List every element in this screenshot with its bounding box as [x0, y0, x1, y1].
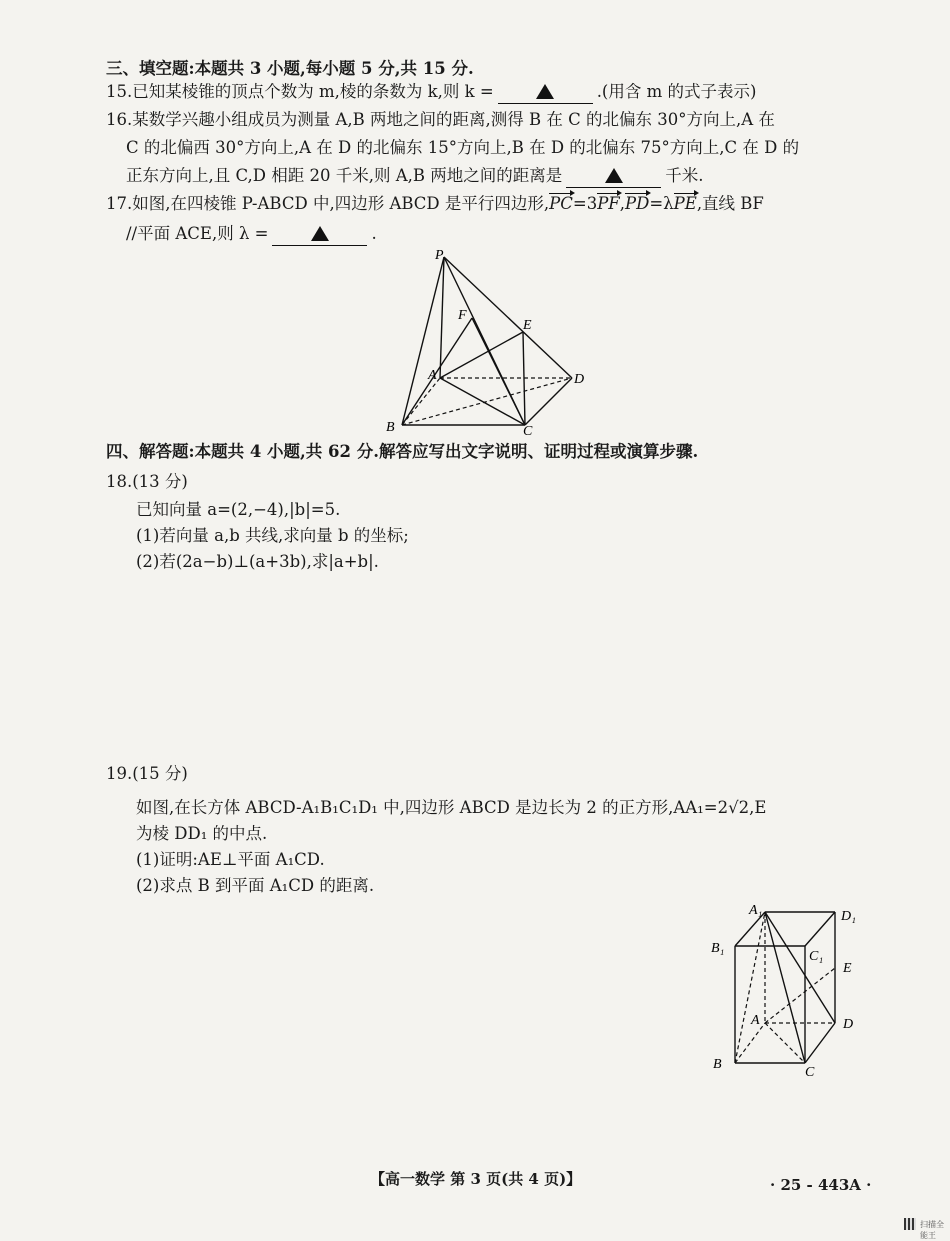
label-a: A	[428, 368, 437, 383]
question-16-line3	[126, 164, 704, 188]
q17-text-d: .	[371, 224, 377, 243]
paper-code: · 25 - 443A ·	[770, 1176, 872, 1194]
q16-text-b: 千米.	[665, 166, 704, 185]
label-d: D	[574, 372, 585, 387]
answer-triangle-icon	[605, 168, 623, 183]
label-d: D	[843, 1017, 854, 1032]
scanner-watermark: 扫描全能王	[920, 1220, 944, 1240]
edge-fc	[472, 318, 525, 425]
q18-title: 18.(13 分)	[106, 472, 188, 491]
q17-eq2: =λ	[649, 194, 674, 213]
label-b: B	[386, 420, 395, 435]
edge-d1c1	[805, 912, 835, 946]
edge-ba-hidden	[735, 1023, 765, 1063]
q15-text-b: .(用含 m 的式子表示)	[596, 82, 757, 101]
q15-text-a: 15.已知某棱锥的顶点个数为 m,棱的条数为 k,则 k =	[106, 82, 494, 101]
label-e: E	[523, 318, 532, 333]
q18-part1: (1)若向量 a,b 共线,求向量 b 的坐标;	[136, 526, 409, 545]
label-f: F	[458, 308, 467, 323]
label-e: E	[843, 961, 852, 976]
q18-given: 已知向量 a=(2,−4),|b|=5.	[136, 500, 341, 519]
label-c: C	[805, 1065, 815, 1078]
segment-a1d	[765, 912, 835, 1023]
question-17-line1	[106, 192, 764, 216]
question-16-line1: 16.某数学兴趣小组成员为测量 A,B 两地之间的距离,测得 B 在 C 的北偏东 30°方向上,A 在	[106, 110, 775, 129]
edge-ae	[440, 332, 523, 378]
q18-part2: (2)若(2a−b)⊥(a+3b),求|a+b|.	[136, 552, 379, 571]
label-d1: D₁	[841, 909, 856, 924]
vector-pd: PD	[625, 192, 649, 216]
edge-pb	[402, 257, 444, 425]
cuboid-figure	[705, 898, 875, 1078]
edge-cd	[805, 1023, 835, 1063]
question-15	[106, 80, 756, 104]
answer-blank-16[interactable]	[566, 168, 661, 188]
answer-triangle-icon	[311, 226, 329, 241]
label-c: C	[523, 424, 533, 435]
page-footer: 【高一数学 第 3 页(共 4 页)】	[370, 1170, 582, 1188]
q19-given2: 为棱 DD₁ 的中点.	[136, 824, 268, 843]
answer-triangle-icon	[536, 84, 554, 99]
edge-cd	[525, 378, 572, 425]
vector-pf: PF	[597, 192, 620, 216]
pyramid-figure	[380, 245, 600, 435]
q19-part1: (1)证明:AE⊥平面 A₁CD.	[136, 850, 325, 869]
q19-part2: (2)求点 B 到平面 A₁CD 的距离.	[136, 876, 375, 895]
label-a: A	[751, 1013, 760, 1028]
label-c1: C₁	[809, 949, 824, 964]
edge-pa	[440, 257, 444, 378]
qr-code-icon	[904, 1218, 916, 1230]
q17-eq1: =3	[572, 194, 598, 213]
label-b1: B₁	[711, 941, 725, 956]
vector-pc: PC	[549, 192, 573, 216]
label-a1: A₁	[749, 903, 763, 918]
section3-heading: 三、填空题:本题共 3 小题,每小题 5 分,共 15 分.	[106, 59, 474, 78]
segment-ba1-hidden	[735, 912, 765, 1063]
label-b: B	[713, 1057, 722, 1072]
segment-a1c	[765, 912, 805, 1063]
q17-sep: ,	[619, 194, 626, 213]
q19-given: 如图,在长方体 ABCD-A₁B₁C₁D₁ 中,四边形 ABCD 是边长为 2 的正方形,AA₁=2√2,E	[136, 798, 767, 817]
q17-text-b: ,直线 BF	[696, 194, 764, 213]
label-p: P	[435, 248, 444, 263]
question-17-line2	[126, 222, 377, 246]
q16-text-a: 正东方向上,且 C,D 相距 20 千米,则 A,B 两地之间的距离是	[126, 166, 563, 185]
q17-text-a: 17.如图,在四棱锥 P-ABCD 中,四边形 ABCD 是平行四边形,	[106, 194, 550, 213]
segment-ae-hidden	[765, 968, 835, 1023]
vector-pe: PE	[674, 192, 697, 216]
edge-ac	[440, 378, 525, 425]
section4-heading: 四、解答题:本题共 4 小题,共 62 分.解答应写出文字说明、证明过程或演算步骤.	[106, 442, 699, 461]
question-16-line2: C 的北偏西 30°方向上,A 在 D 的北偏东 15°方向上,B 在 D 的北偏东 75°方向上,C 在 D 的	[126, 138, 800, 157]
q17-text-c: //平面 ACE,则 λ =	[126, 224, 269, 243]
answer-blank-15[interactable]	[498, 84, 593, 104]
answer-blank-17[interactable]	[272, 226, 367, 246]
edge-bf	[402, 318, 472, 425]
q19-title: 19.(15 分)	[106, 764, 188, 783]
